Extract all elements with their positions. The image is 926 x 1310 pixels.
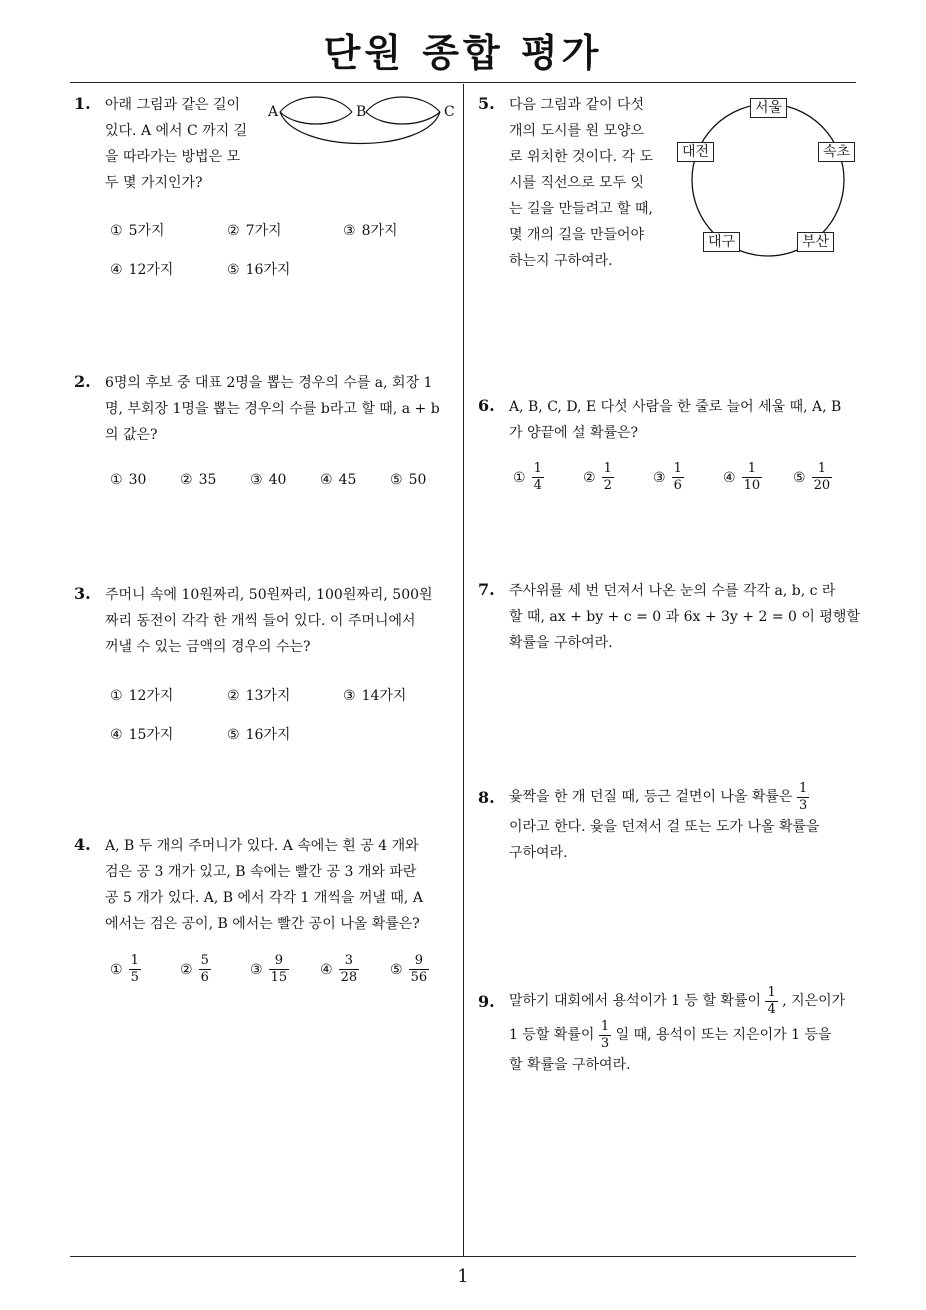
- question-line: 1 등할 확률이 $\frac{1}{3}$ 일 때, 용석이 또는 지은이가 1 등을: [509, 1018, 832, 1051]
- choice-3[interactable]: ③ $\frac{9}{15}$: [250, 953, 288, 985]
- page-title: 단원 종합 평가: [323, 31, 603, 75]
- fraction: $\frac{1}{4}$: [533, 461, 542, 493]
- choice-3[interactable]: ③ 14가지: [343, 688, 407, 704]
- choice-1[interactable]: ① 12가지: [110, 688, 174, 704]
- question-line: 에서는 검은 공이, B 에서는 빨간 공이 나올 확률은?: [105, 916, 420, 932]
- choice-2[interactable]: ② 35: [180, 472, 217, 488]
- choice-5[interactable]: ⑤ $\frac{9}{56}$: [390, 953, 428, 985]
- point-c-label: C: [444, 104, 455, 120]
- question-line: 검은 공 3 개가 있고, B 속에는 빨간 공 3 개와 파란: [105, 864, 417, 880]
- question-line: 6명의 후보 중 대표 2명을 뽑는 경우의 수를 a, 회장 1: [105, 375, 433, 391]
- question-line: 가 양끝에 설 확률은?: [509, 425, 639, 441]
- question-8-text: [509, 780, 820, 866]
- footer-rule: [70, 1256, 856, 1257]
- question-line: 말하기 대회에서 용석이가 1 등 할 확률이 $\frac{1}{4}$ , 지은이가: [509, 984, 846, 1017]
- fraction: $\frac{5}{6}$: [200, 953, 209, 985]
- choice-1[interactable]: ① 5가지: [110, 223, 165, 239]
- question-line: 꺼낼 수 있는 금액의 경우의 수는?: [105, 639, 311, 655]
- point-b-label: B: [356, 104, 367, 120]
- choice-5[interactable]: ⑤ 16가지: [227, 262, 291, 278]
- fraction: $\frac{1}{3}$: [600, 1018, 610, 1051]
- question-5-text: [509, 92, 653, 274]
- question-9-number: 9.: [478, 992, 495, 1011]
- header-rule: [70, 82, 856, 83]
- fraction: $\frac{1}{6}$: [673, 461, 682, 493]
- choice-2[interactable]: ② $\frac{5}{6}$: [180, 953, 209, 985]
- question-line: 할 확률을 구하여라.: [509, 1057, 631, 1073]
- question-line: A, B, C, D, E 다섯 사람을 한 줄로 늘어 세울 때, A, B: [509, 399, 842, 415]
- road-diagram: [266, 92, 462, 154]
- question-line: 짜리 동전이 각각 한 개씩 들어 있다. 이 주머니에서: [105, 613, 416, 629]
- question-line: 할 때, ax + by + c = 0 과 6x + 3y + 2 = 0 이 평행할: [509, 609, 860, 625]
- question-line: A, B 두 개의 주머니가 있다. A 속에는 흰 공 4 개와: [105, 838, 419, 854]
- choice-4[interactable]: ④ 12가지: [110, 262, 174, 278]
- fraction: $\frac{1}{10}$: [743, 461, 761, 493]
- city-daegu: 대구: [703, 232, 740, 252]
- question-line: 시를 직선으로 모두 잇: [509, 175, 645, 191]
- page-number: 1: [457, 1266, 469, 1287]
- question-line: 는 길을 만들려고 할 때,: [509, 201, 653, 217]
- choice-3[interactable]: ③ 40: [250, 472, 287, 488]
- question-6-text: [509, 394, 841, 446]
- fraction: $\frac{9}{15}$: [270, 953, 288, 985]
- question-line: 확률을 구하여라.: [509, 635, 613, 651]
- city-daejeon: 대전: [677, 142, 714, 162]
- question-8-number: 8.: [478, 788, 495, 807]
- choice-1[interactable]: ① 30: [110, 472, 147, 488]
- city-busan: 부산: [797, 232, 834, 252]
- choice-5[interactable]: ⑤ $\frac{1}{20}$: [793, 461, 831, 493]
- question-line: 하는지 구하여라.: [509, 253, 613, 269]
- choice-2[interactable]: ② $\frac{1}{2}$: [583, 461, 612, 493]
- question-9-text: [509, 984, 845, 1078]
- question-7-number: 7.: [478, 580, 495, 599]
- choice-2[interactable]: ② 7가지: [227, 223, 282, 239]
- question-3-text: [105, 582, 433, 660]
- question-line: 공 5 개가 있다. A, B 에서 각각 1 개씩을 꺼낼 때, A: [105, 890, 423, 906]
- question-1-number: 1.: [74, 94, 91, 113]
- question-4-text: [105, 833, 423, 937]
- column-divider: [463, 84, 464, 1256]
- question-2-number: 2.: [74, 372, 91, 391]
- city-seoul: 서울: [750, 98, 787, 118]
- question-line: 주사위를 세 번 던져서 나온 눈의 수를 각각 a, b, c 라: [509, 583, 836, 599]
- choice-4[interactable]: ④ $\frac{3}{28}$: [320, 953, 358, 985]
- fraction: $\frac{1}{20}$: [813, 461, 831, 493]
- question-line: 의 값은?: [105, 427, 158, 443]
- question-5-number: 5.: [478, 94, 495, 113]
- question-4-number: 4.: [74, 835, 91, 854]
- question-line: 구하여라.: [509, 845, 568, 861]
- question-line: 다음 그림과 같이 다섯: [509, 97, 645, 113]
- fraction: $\frac{3}{28}$: [340, 953, 358, 985]
- choice-5[interactable]: ⑤ 50: [390, 472, 427, 488]
- question-line: 을 따라가는 방법은 모: [105, 149, 241, 165]
- choice-2[interactable]: ② 13가지: [227, 688, 291, 704]
- city-sokcho: 속초: [818, 142, 855, 162]
- question-line: 명, 부회장 1명을 뽑는 경우의 수를 b라고 할 때, a + b: [105, 401, 440, 417]
- fraction: $\frac{1}{3}$: [798, 780, 808, 813]
- point-a-label: A: [268, 104, 279, 120]
- question-line: 이라고 한다. 윷을 던져서 걸 또는 도가 나올 확률을: [509, 819, 820, 835]
- choice-4[interactable]: ④ $\frac{1}{10}$: [723, 461, 761, 493]
- choice-1[interactable]: ① $\frac{1}{5}$: [110, 953, 139, 985]
- question-2-text: [105, 370, 440, 448]
- question-7-text: [509, 578, 860, 656]
- choice-4[interactable]: ④ 45: [320, 472, 357, 488]
- fraction: $\frac{9}{56}$: [410, 953, 428, 985]
- question-line: 아래 그림과 같은 길이: [105, 97, 241, 113]
- question-line: 주머니 속에 10원짜리, 50원짜리, 100원짜리, 500원: [105, 587, 433, 603]
- question-line: 몇 개의 길을 만들어야: [509, 227, 645, 243]
- choice-3[interactable]: ③ 8가지: [343, 223, 398, 239]
- choice-4[interactable]: ④ 15가지: [110, 727, 174, 743]
- question-1-text: [105, 92, 247, 196]
- question-line: 개의 도시를 원 모양으: [509, 123, 645, 139]
- question-3-number: 3.: [74, 584, 91, 603]
- fraction: $\frac{1}{4}$: [767, 984, 776, 1017]
- fraction: $\frac{1}{2}$: [603, 461, 612, 493]
- choice-5[interactable]: ⑤ 16가지: [227, 727, 291, 743]
- question-line: 로 위치한 것이다. 각 도: [509, 149, 653, 165]
- choice-1[interactable]: ① $\frac{1}{4}$: [513, 461, 542, 493]
- question-line: 있다. A 에서 C 까지 길: [105, 123, 248, 139]
- question-line: 두 몇 가지인가?: [105, 175, 203, 191]
- question-line: 윷짝을 한 개 던질 때, 등근 겉면이 나올 확률은 $\frac{1}{3}$: [509, 780, 808, 813]
- question-6-number: 6.: [478, 396, 495, 415]
- choice-3[interactable]: ③ $\frac{1}{6}$: [653, 461, 682, 493]
- fraction: $\frac{1}{5}$: [130, 953, 139, 985]
